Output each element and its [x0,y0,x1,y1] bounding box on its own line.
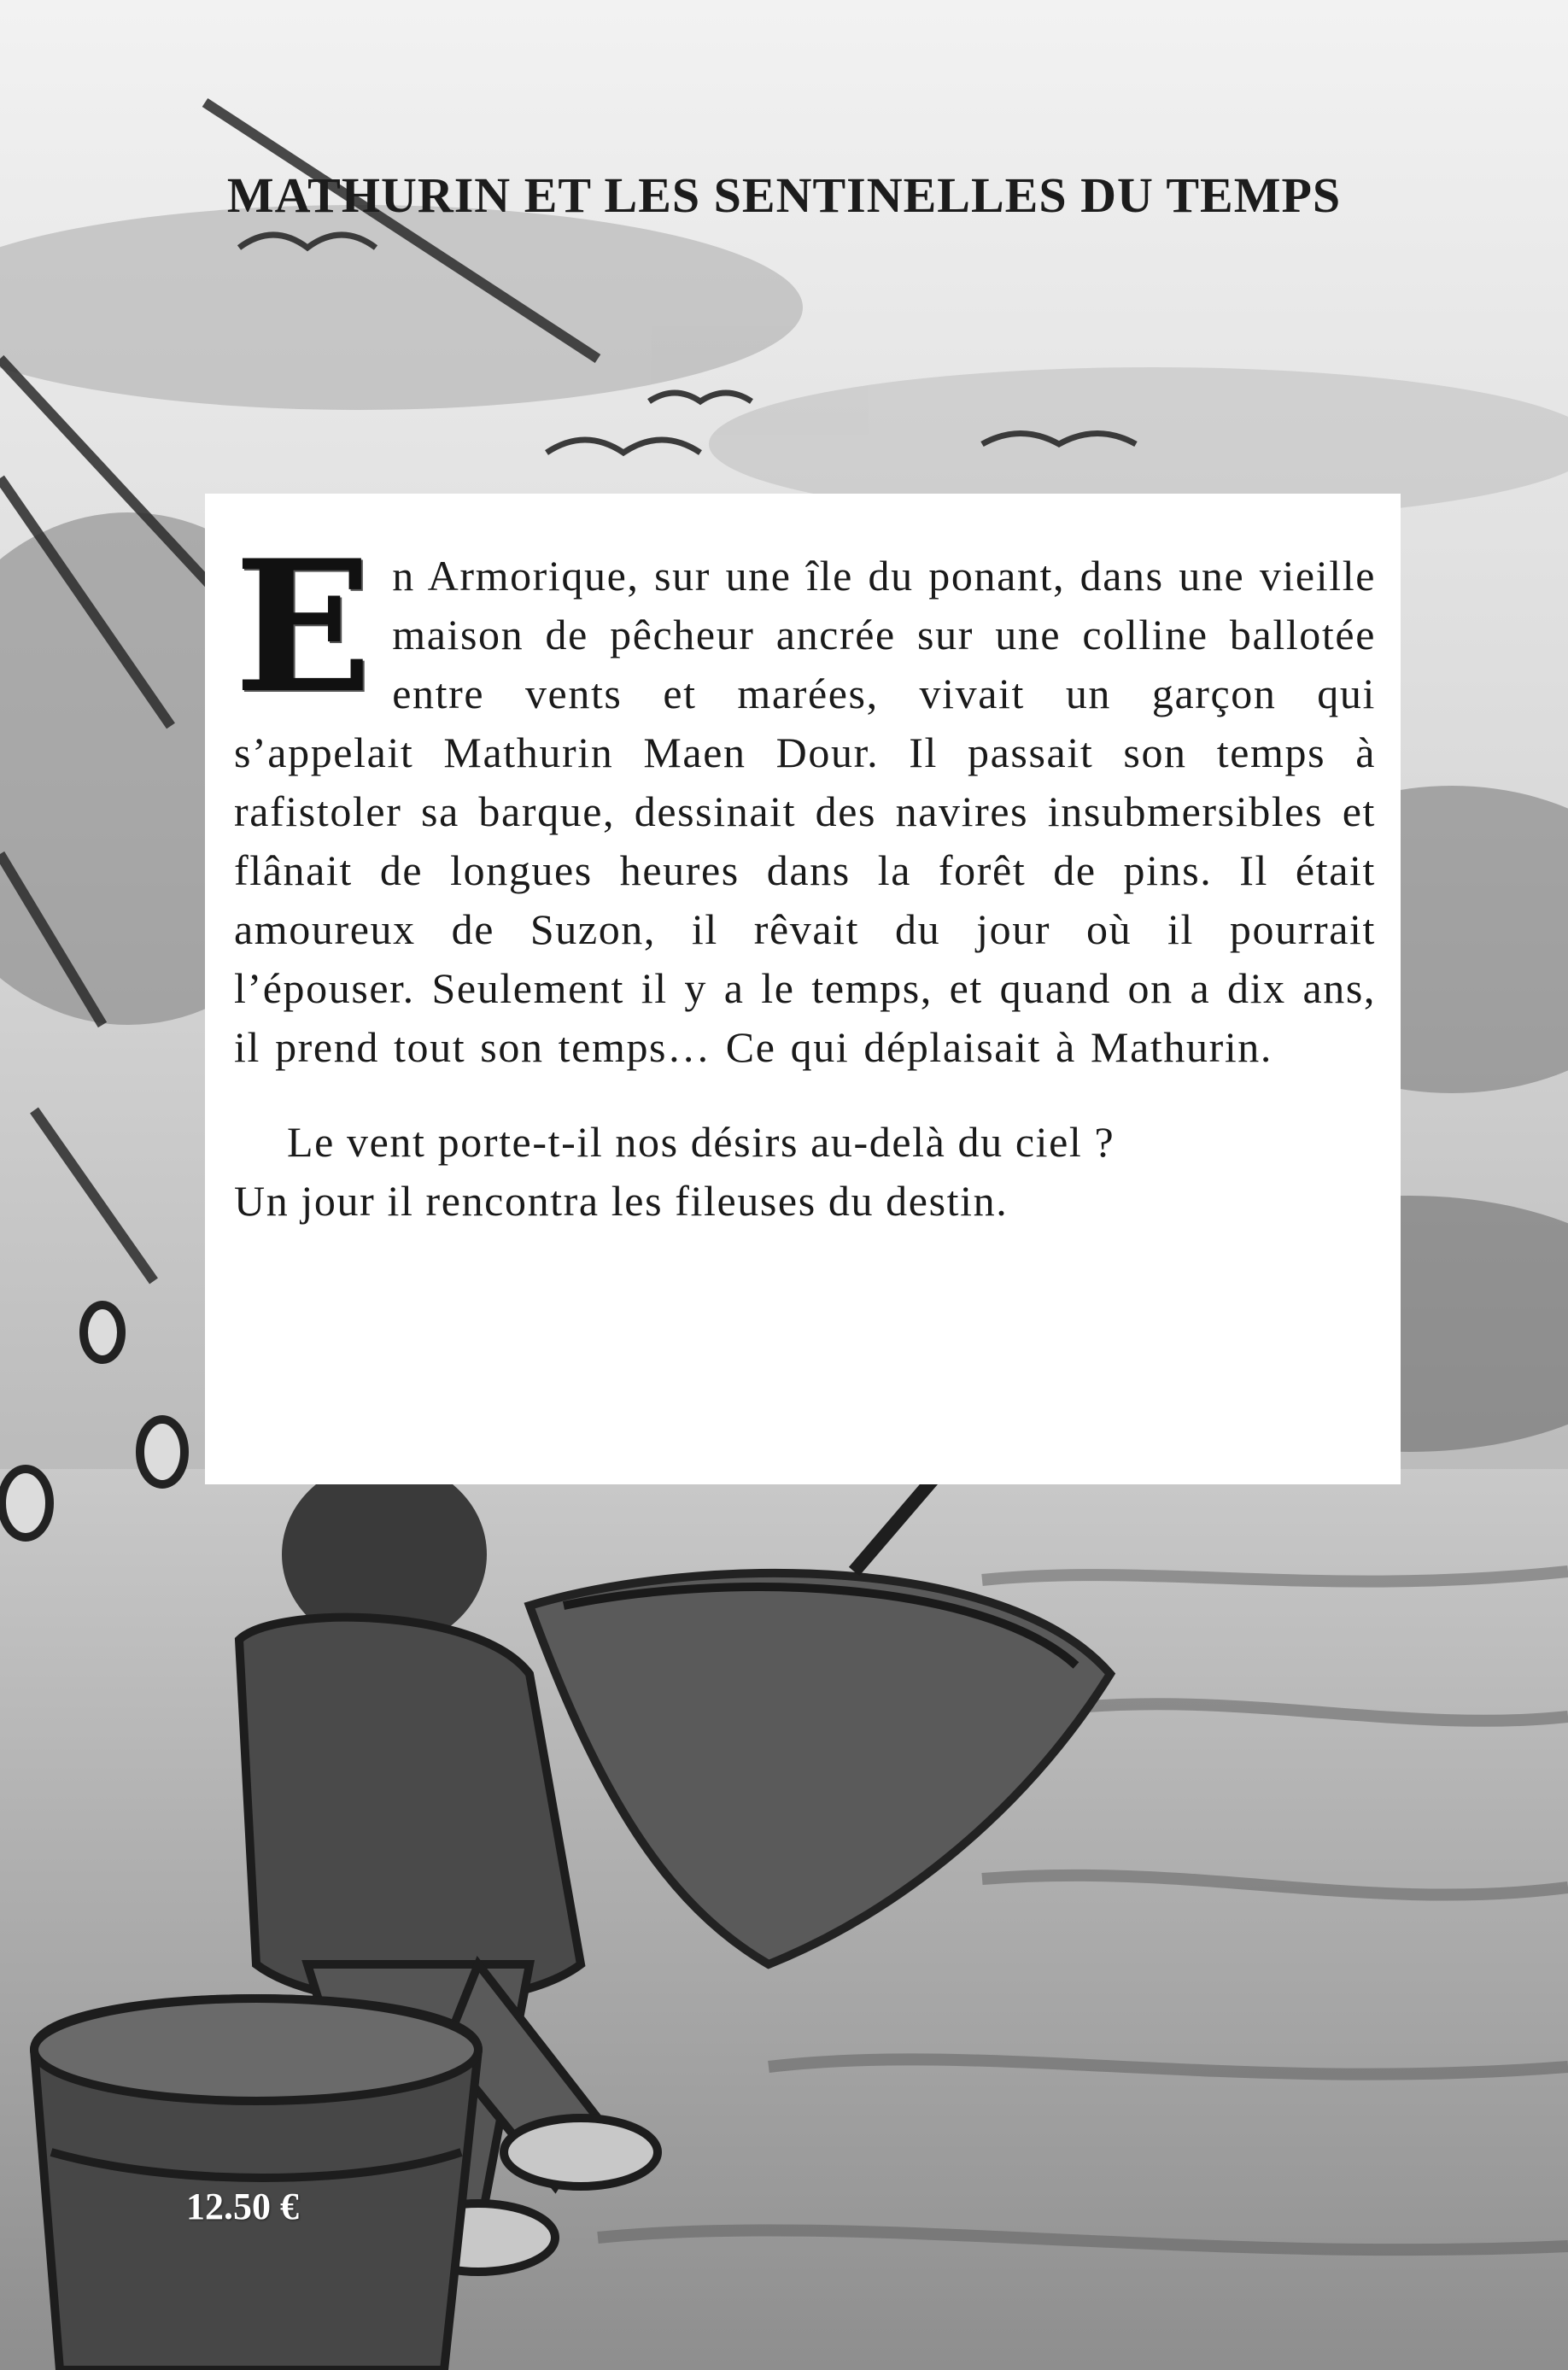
price-label: 12.50 € [186,2186,299,2227]
book-title: MATHURIN ET LES SENTINELLES DU TEMPS [226,167,1342,223]
blurb-paragraph-1-text: n Armorique, sur une île du ponant, dans une vieille maison de pêcheur ancrée sur une colline ballotée entre vents et marées, vivait un garçon qui s’appelait Mathurin Maen Dour. Il passait son temps à rafistoler sa barque, dessinait des navires insubmersibles et flânait de longues heures dans la forêt de pins. Il était amoureux de Suzon, il rêvait du jour où il pourrait l’épouser. Seulement il y a le temps, et quand on a dix ans, il prend tout son temps… Ce qui déplaisait à Mathurin. [234,552,1376,1071]
blurb-paragraph-2-line-1: Le vent porte-t-il nos désirs au-delà du ciel ? [287,1118,1115,1166]
drop-cap-letter: E [234,520,374,733]
blurb-panel [205,494,1401,1484]
blurb-paragraph-2 [234,1113,1376,1231]
blurb-paragraph-2-line-2: Un jour il rencontra les fileuses du destin. [234,1177,1009,1225]
blurb-paragraph-1 [234,520,1376,1077]
